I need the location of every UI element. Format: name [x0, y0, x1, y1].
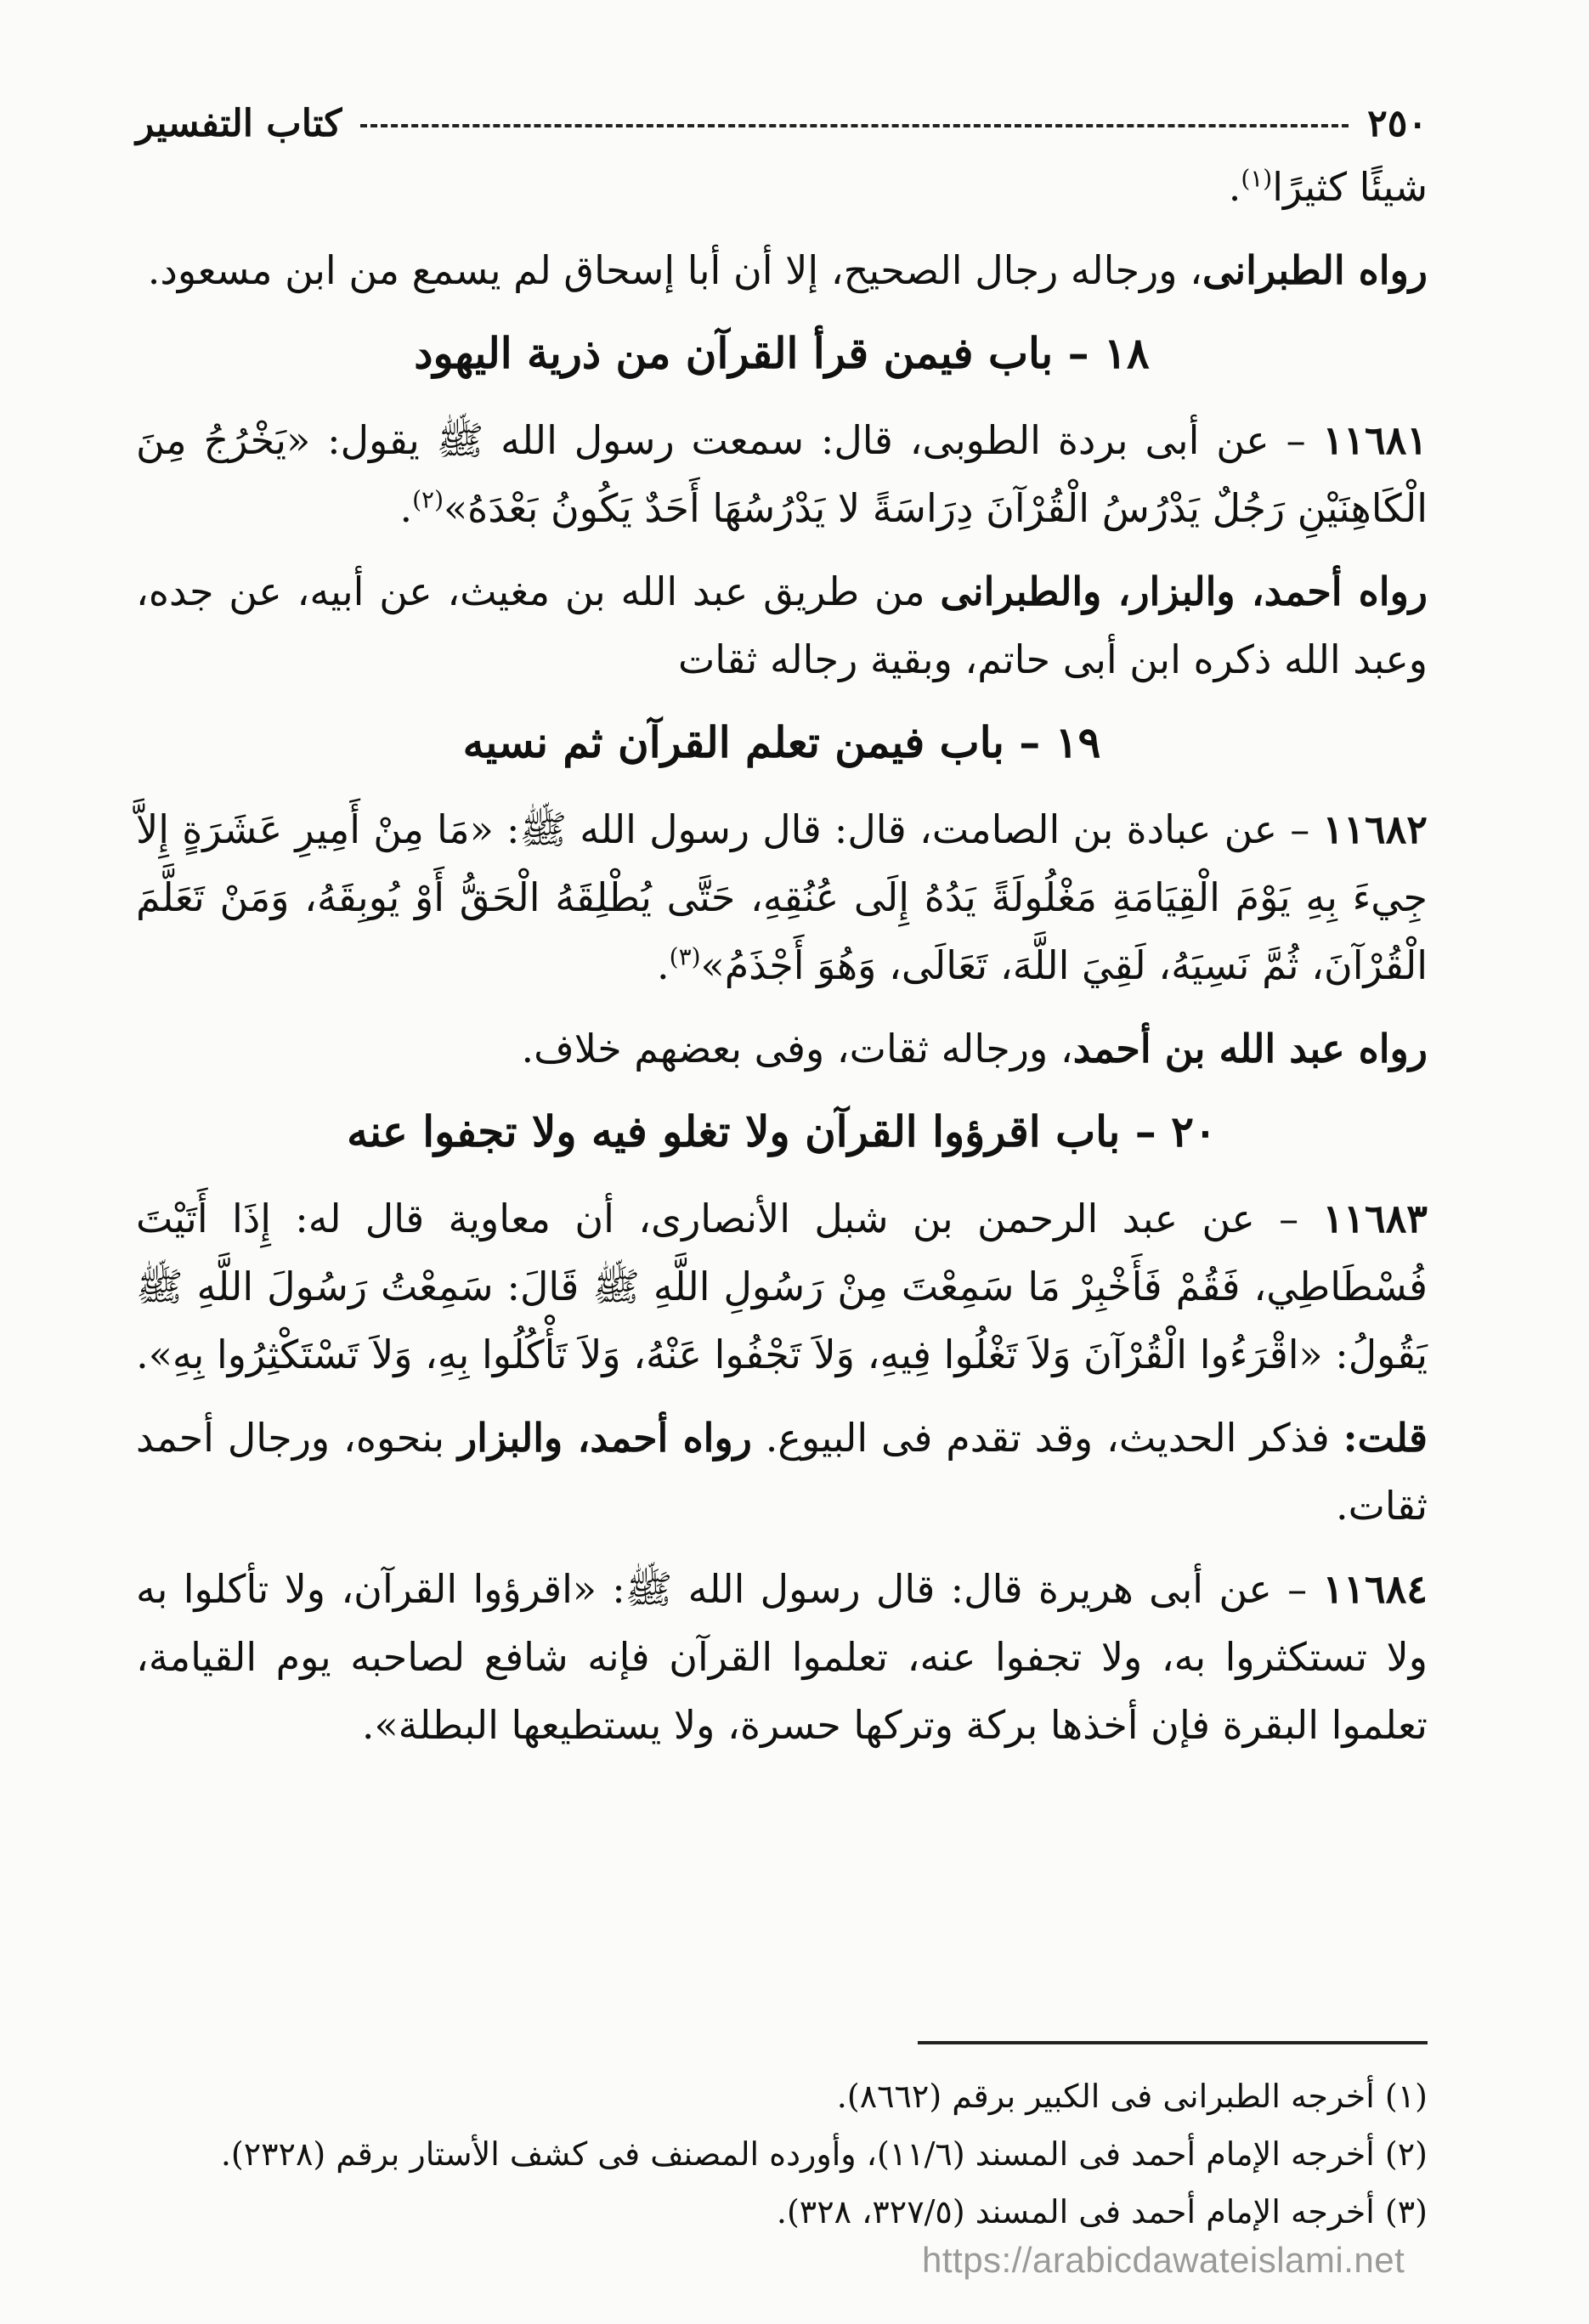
footnote-ref: (٢) — [412, 485, 444, 514]
text-span: شيئًا كثيرًا — [1272, 164, 1428, 210]
paragraph — [136, 236, 1428, 304]
hadith-text: – عن أبى بردة الطوبى، قال: سمعت رسول الله ﷺ يقول: «يَخْرُجُ مِنَ الْكَاهِنَيْنِ رَجُلٌ يَدْرُسُ الْقُرْآنَ دِرَاسَةً لا يَدْرُسُهَا أَحَدٌ يَكُونُ بَعْدَهُ» — [136, 417, 1428, 531]
chapter-heading-18: ١٨ – باب فيمن قرأ القرآن من ذرية اليهود — [414, 328, 1150, 378]
narrator-bold: رواه عبد الله بن أحمد — [1072, 1026, 1428, 1072]
footnote-2: (٢) أخرجه الإمام أحمد فى المسند (١١/٦)، وأورده المصنف فى كشف الأستار برقم (٢٣٢٨). — [220, 2135, 1428, 2173]
narrator-bold: رواه أحمد، والبزار — [457, 1415, 752, 1461]
watermark-url: https://arabicdawateislami.net — [922, 2240, 1405, 2280]
hadith-number: ١١٦٨١ — [1322, 417, 1428, 463]
footnote-3: (٣) أخرجه الإمام أحمد فى المسند (٣٢٧/٥، ٣٢٨). — [776, 2193, 1428, 2231]
hadith-number: ١١٦٨٣ — [1322, 1196, 1428, 1241]
hadith-11682: ١١٦٨٢ – عن عبادة بن الصامت، قال: قال رسول الله ﷺ: «مَا مِنْ أَمِيرِ عَشَرَةٍ إِلاَّ جِيءَ بِهِ يَوْمَ الْقِيَامَةِ مَغْلُولَةً يَدُهُ إِلَى عُنُقِهِ، حَتَّى يُطْلِقَهُ الْحَقُّ أَوْ يُوبِقَهُ، وَمَنْ تَعَلَّمَ الْقُرْآنَ، ثُمَّ نَسِيَهُ، لَقِيَ اللَّهَ، تَعَالَى، وَهُوَ أَجْذَمُ»$^{(٣)}$. — [136, 806, 1428, 988]
text-span: ، ورجاله ثقات، وفى بعضهم خلاف. — [521, 1026, 1073, 1072]
hadith-text: – عن أبى هريرة قال: قال رسول الله ﷺ: «اقرؤوا القرآن، ولا تأكلوا به ولا تستكثروا به، ولا تجفوا عنه، تعلموا القرآن فإنه شافع لصاحبه يوم القيامة، تعلموا البقرة فإن أخذها بركة وتركها حسرة، ولا يستطيعها البطلة». — [136, 1566, 1428, 1748]
footnote-separator — [918, 2041, 1428, 2044]
main-text — [136, 153, 1428, 1759]
hadith-number: ١١٦٨٤ — [1322, 1566, 1428, 1612]
hadith-11684 — [136, 1555, 1428, 1759]
hadith-number: ١١٦٨٢ — [1322, 806, 1428, 852]
paragraph — [136, 557, 1428, 693]
paragraph: شيئًا كثيرًا$^{(١)}$. — [1228, 164, 1428, 210]
paragraph — [136, 1015, 1428, 1083]
footnote-ref: (١) — [1241, 164, 1273, 193]
hadith-text: – عن عبد الرحمن بن شبل الأنصارى، أن معاوية قال له: إِذَا أَتَيْتَ فُسْطَاطِي، فَقُمْ فَأَخْبِرْ مَا سَمِعْتَ مِنْ رَسُولِ اللَّهِ ﷺ قَالَ: سَمِعْتُ رَسُولَ اللَّهِ ﷺ يَقُولُ: «اقْرَءُوا الْقُرْآنَ وَلاَ تَغْلُوا فِيهِ، وَلاَ تَجْفُوا عَنْهُ، وَلاَ تَأْكُلُوا بِهِ، وَلاَ تَسْتَكْثِرُوا بِهِ». — [136, 1196, 1428, 1377]
page-number: ٢٥٠ — [1367, 101, 1428, 145]
footnote-ref: (٣) — [669, 942, 701, 971]
text-span: من طريق عبد الله بن مغيث، عن أبيه، عن جده، وعبد الله ذكره ابن أبى حاتم، وبقية رجاله ثقات — [136, 568, 1428, 682]
hadith-11683 — [136, 1185, 1428, 1388]
text-span: بنحوه، ورجال أحمد ثقات. — [136, 1415, 1428, 1529]
chapter-heading-20: ٢٠ – باب اقرؤوا القرآن ولا تغلو فيه ولا تجفوا عنه — [347, 1106, 1217, 1156]
book-title: كتاب التفسير — [136, 101, 342, 145]
document-page — [136, 93, 1428, 2286]
chapter-heading-19: ١٩ – باب فيمن تعلم القرآن ثم نسيه — [462, 717, 1101, 767]
text-span: ، ورجاله رجال الصحيح، إلا أن أبا إسحاق لم يسمع من ابن مسعود. — [147, 247, 1202, 293]
text-span: فذكر الحديث، وقد تقدم فى البيوع. — [751, 1415, 1343, 1461]
narrator-bold: رواه الطبرانى — [1202, 247, 1428, 293]
qult-bold: قلت: — [1343, 1415, 1428, 1461]
paragraph — [136, 1404, 1428, 1540]
footnotes — [136, 2069, 1428, 2242]
footnote-1: (١) أخرجه الطبرانى فى الكبير برقم (٨٦٦٢). — [836, 2078, 1428, 2115]
hadith-text: – عن عبادة بن الصامت، قال: قال رسول الله ﷺ: «مَا مِنْ أَمِيرِ عَشَرَةٍ إِلاَّ جِيءَ بِهِ يَوْمَ الْقِيَامَةِ مَغْلُولَةً يَدُهُ إِلَى عُنُقِهِ، حَتَّى يُطْلِقَهُ الْحَقُّ أَوْ يُوبِقَهُ، وَمَنْ تَعَلَّمَ الْقُرْآنَ، ثُمَّ نَسِيَهُ، لَقِيَ اللَّهَ، تَعَالَى، وَهُوَ أَجْذَمُ» — [136, 806, 1428, 988]
narrator-bold: رواه أحمد، والبزار، والطبرانى — [940, 568, 1428, 614]
page-header — [136, 93, 1428, 153]
header-divider — [360, 124, 1349, 127]
hadith-11681: ١١٦٨١ – عن أبى بردة الطوبى، قال: سمعت رسول الله ﷺ يقول: «يَخْرُجُ مِنَ الْكَاهِنَيْنِ رَجُلٌ يَدْرُسُ الْقُرْآنَ دِرَاسَةً لا يَدْرُسُهَا أَحَدٌ يَكُونُ بَعْدَهُ»$^{(٢)}$. — [136, 417, 1428, 531]
